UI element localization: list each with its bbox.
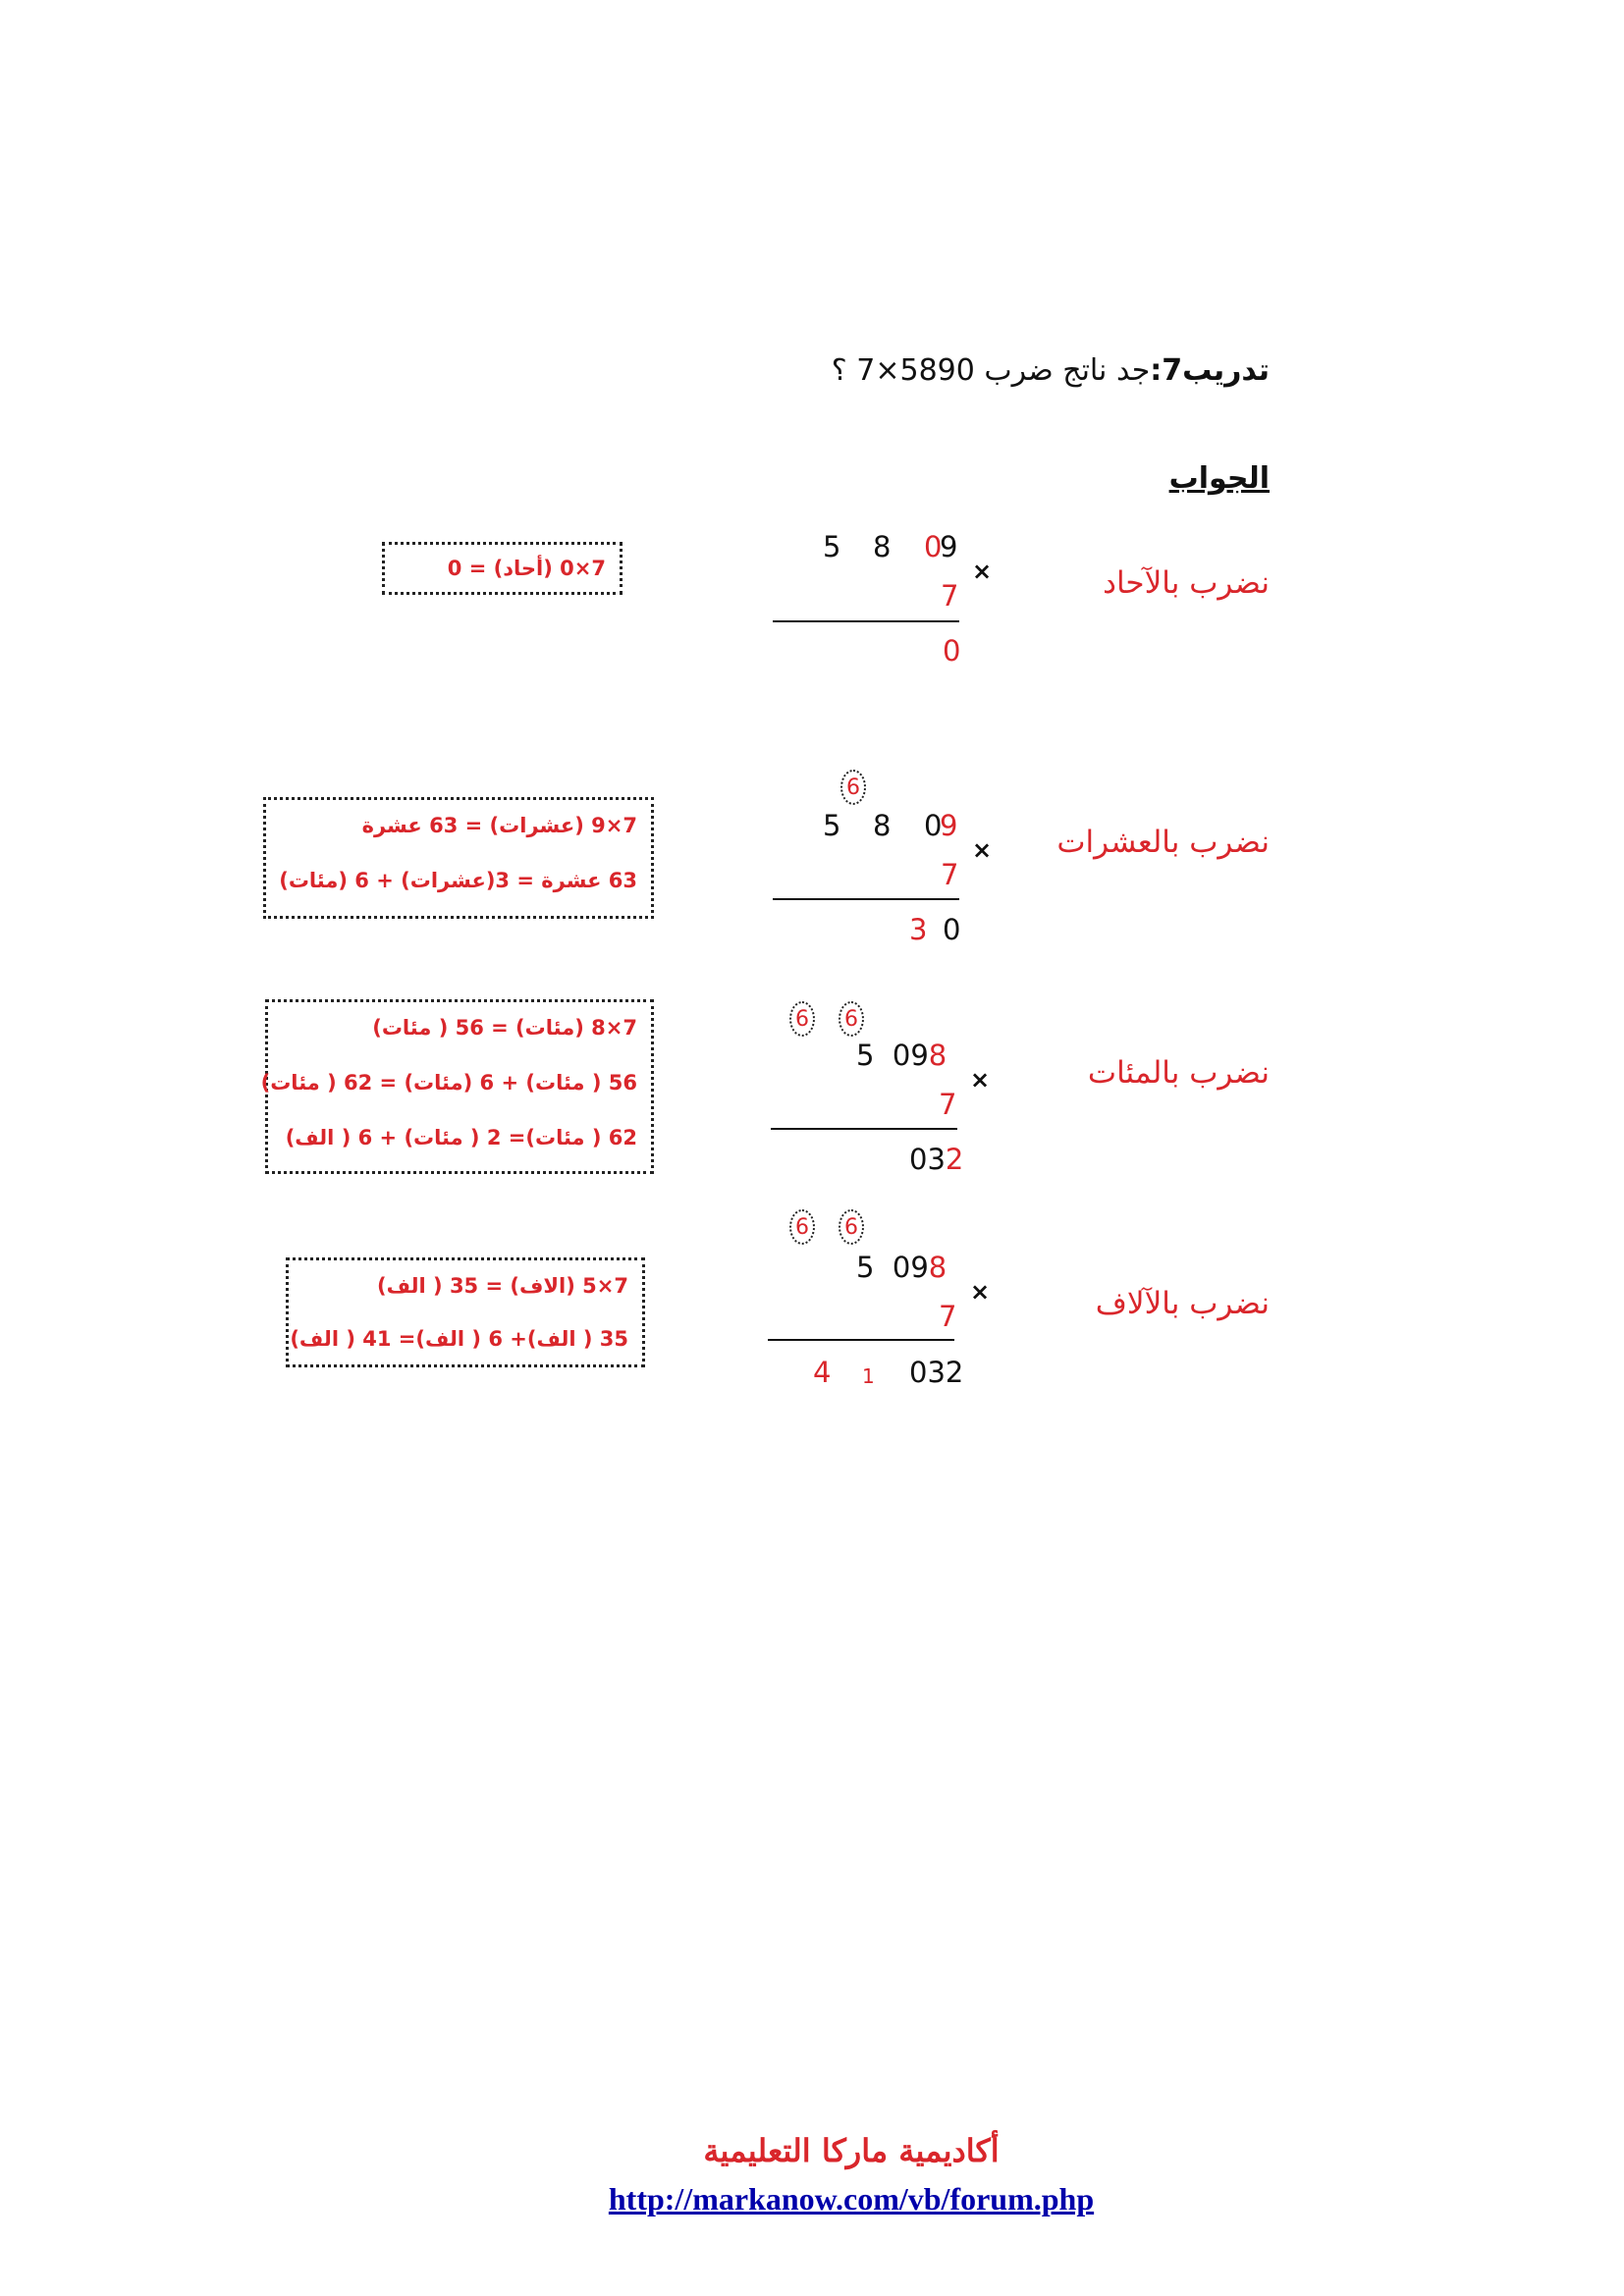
result-digit: 0 <box>943 634 961 667</box>
result-red: 2 <box>945 1143 964 1176</box>
result-digit: 4 <box>813 1356 832 1389</box>
top-number-black: 5 09 <box>856 1251 929 1284</box>
carry-digit: 6 <box>789 1209 815 1245</box>
top-number <box>856 1039 947 1072</box>
step-label: نضرب بالآلاف <box>1095 1286 1270 1321</box>
explanation-box <box>286 1257 645 1367</box>
step-label: نضرب بالآحاد <box>1103 565 1270 601</box>
exercise-question: جد ناتج ضرب 5890×7 ؟ <box>831 353 1151 388</box>
result <box>909 1143 963 1176</box>
digit: 8 <box>873 809 892 842</box>
multiplier: 7 <box>941 858 959 891</box>
explanation-line: 7×9 (عشرات) = 63 عشرة <box>361 814 637 837</box>
top-number <box>856 1251 947 1284</box>
footer-link[interactable]: http://markanow.com/vb/forum.php <box>608 2181 1095 2216</box>
sum-line <box>771 1128 957 1130</box>
top-number-black: 5 09 <box>856 1039 929 1072</box>
explanation-line: 56 ( مئات) + 6 (مئات) = 62 ( مئات) <box>260 1071 637 1095</box>
carry-digit: 6 <box>840 770 866 805</box>
step-label: نضرب بالمئات <box>1087 1055 1270 1091</box>
times-sign: × <box>970 1278 991 1306</box>
times-sign: × <box>970 1066 991 1094</box>
explanation-line: 63 عشرة = 3(عشرات) + 6 (مئات) <box>279 869 637 892</box>
result-digit: 3 <box>909 913 928 946</box>
times-sign: × <box>972 558 993 585</box>
sum-line <box>768 1339 954 1341</box>
explanation-box <box>260 999 654 1174</box>
explanation-box <box>263 797 654 919</box>
explanation-line: 7×5 (الاف) = 35 ( الف) <box>377 1274 628 1298</box>
carry-digit: 6 <box>839 1209 864 1245</box>
result-digit: 1 <box>862 1364 875 1388</box>
explanation-line: 62 ( مئات)= 2 ( مئات) + 6 ( الف) <box>285 1126 637 1149</box>
footer-academy-name: أكاديمية ماركا التعليمية <box>703 2132 1000 2169</box>
digit: 9 <box>940 809 958 842</box>
explanation-line: 7×8 (مئات) = 56 ( مئات) <box>372 1016 637 1040</box>
times-sign: × <box>972 836 993 864</box>
carry-digit: 6 <box>839 1001 864 1037</box>
multiplier: 7 <box>941 579 959 613</box>
digit: 8 <box>873 530 892 563</box>
exercise-title <box>832 353 1270 388</box>
carry-digit: 6 <box>789 1001 815 1037</box>
explanation-line: 7×0 (أحاد) = 0 <box>447 557 606 580</box>
digit: 0 <box>924 530 943 563</box>
multiplier: 7 <box>939 1300 957 1333</box>
result-black: 03 <box>909 1143 946 1176</box>
result-digit: 0 <box>943 913 961 946</box>
digit: 5 <box>823 809 841 842</box>
top-number-red: 8 <box>928 1039 947 1072</box>
exercise-number: تدريب7: <box>1150 353 1270 388</box>
digit: 5 <box>823 530 841 563</box>
result-digit: 032 <box>909 1356 964 1389</box>
sum-line <box>773 620 959 622</box>
top-number-red: 8 <box>928 1251 947 1284</box>
explanation-line: 35 ( الف)+ 6 ( الف)= 41 ( الف) <box>290 1327 628 1351</box>
answer-heading: الجواب <box>1168 461 1270 496</box>
sum-line <box>773 898 959 900</box>
multiplier: 7 <box>939 1088 957 1121</box>
explanation-box <box>382 542 623 595</box>
digit: 0 <box>924 809 943 842</box>
step-label: نضرب بالعشرات <box>1056 825 1270 860</box>
digit: 9 <box>940 530 958 563</box>
